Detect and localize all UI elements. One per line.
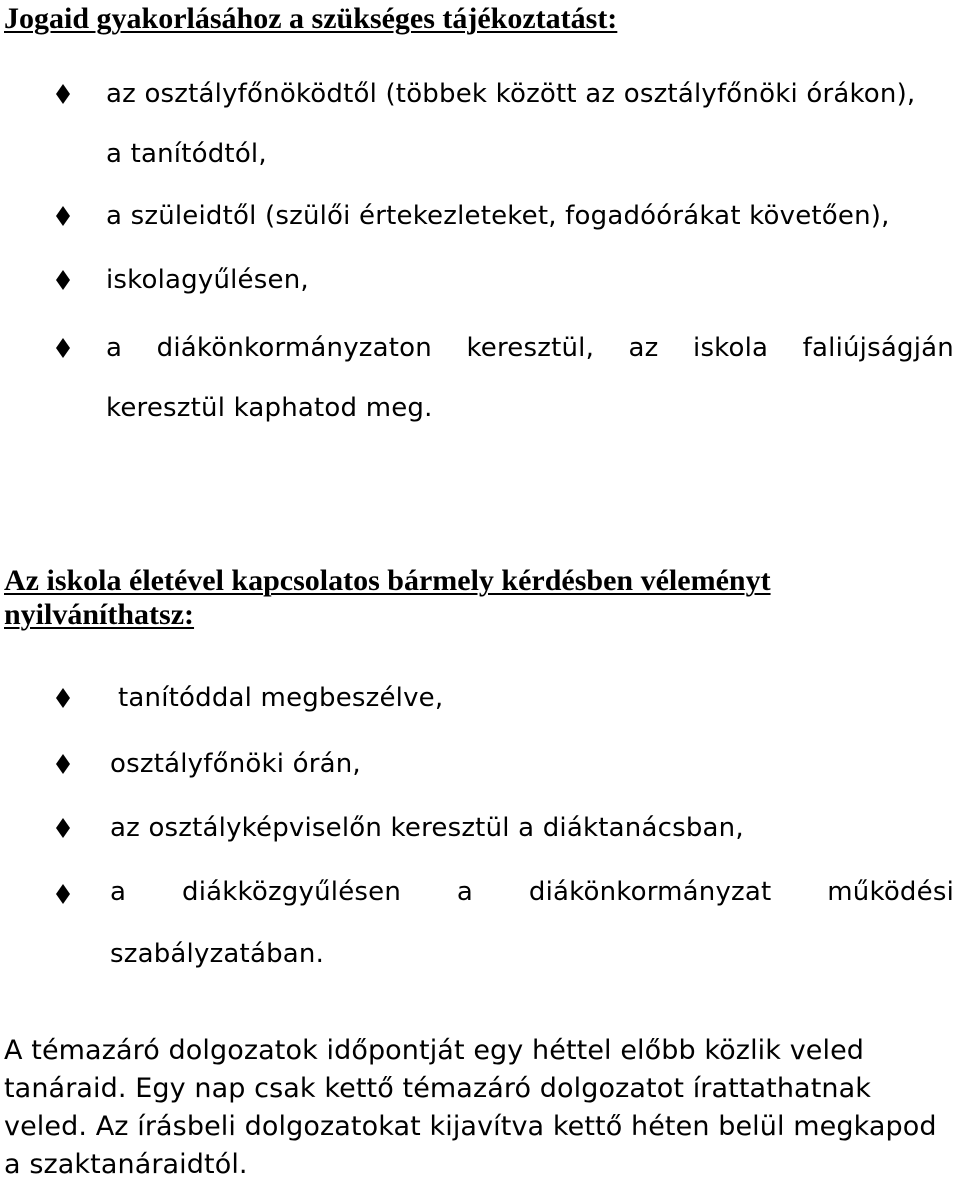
word: az [628,333,659,363]
list-item: az osztályképviselőn keresztül a diáktanácsban, [110,813,744,843]
diamond-bullet-icon [56,84,70,104]
word: működési [827,877,954,907]
list-item-justified [110,876,954,908]
list-item-continuation: szabályzatában. [110,939,325,969]
diamond-bullet-icon [56,688,70,708]
list-item: osztályfőnöki órán, [110,749,361,779]
word: a [106,333,123,363]
section-heading-opinion: Az iskola életével kapcsolatos bármely kérdésben véleményt nyilváníthatsz: [4,564,771,631]
list-item-justified [106,332,954,364]
closing-paragraph: A témazáró dolgozatok időpontját egy héttel előbb közlik veled tanáraid. Egy nap csak kettő témazáró dolgozatot írattathatnak veled. Az írásbeli dolgozatokat kijavítva kettő héten belül megkapod a szaktanáraidtól. [4,1035,937,1180]
list-item-continuation: a tanítódtól, [106,139,267,169]
list-item-continuation: keresztül kaphatod meg. [106,393,433,423]
list-item: a szüleidtől (szülői értekezleteket, fogadóórákat követően), [106,201,890,231]
word: diákönkormányzat [528,877,772,907]
word: a [456,877,474,907]
word: keresztül, [466,333,595,363]
word: faliújságján [802,333,954,363]
diamond-bullet-icon [56,818,70,838]
section-heading-rights-info: Jogaid gyakorlásához a szükséges tájékoztatást: [4,2,618,35]
list-item: az osztályfőnöködtől (többek között az osztályfőnöki órákon), [106,79,916,109]
list-item: tanítóddal megbeszélve, [118,683,444,713]
word: diákönkormányzaton [156,333,432,363]
diamond-bullet-icon [56,338,70,358]
word: a [110,877,127,907]
list-item: iskolagyűlésen, [106,265,309,295]
diamond-bullet-icon [56,270,70,290]
word: diákközgyűlésen [182,877,402,907]
diamond-bullet-icon [56,206,70,226]
diamond-bullet-icon [56,884,70,904]
diamond-bullet-icon [56,754,70,774]
word: iskola [693,333,769,363]
